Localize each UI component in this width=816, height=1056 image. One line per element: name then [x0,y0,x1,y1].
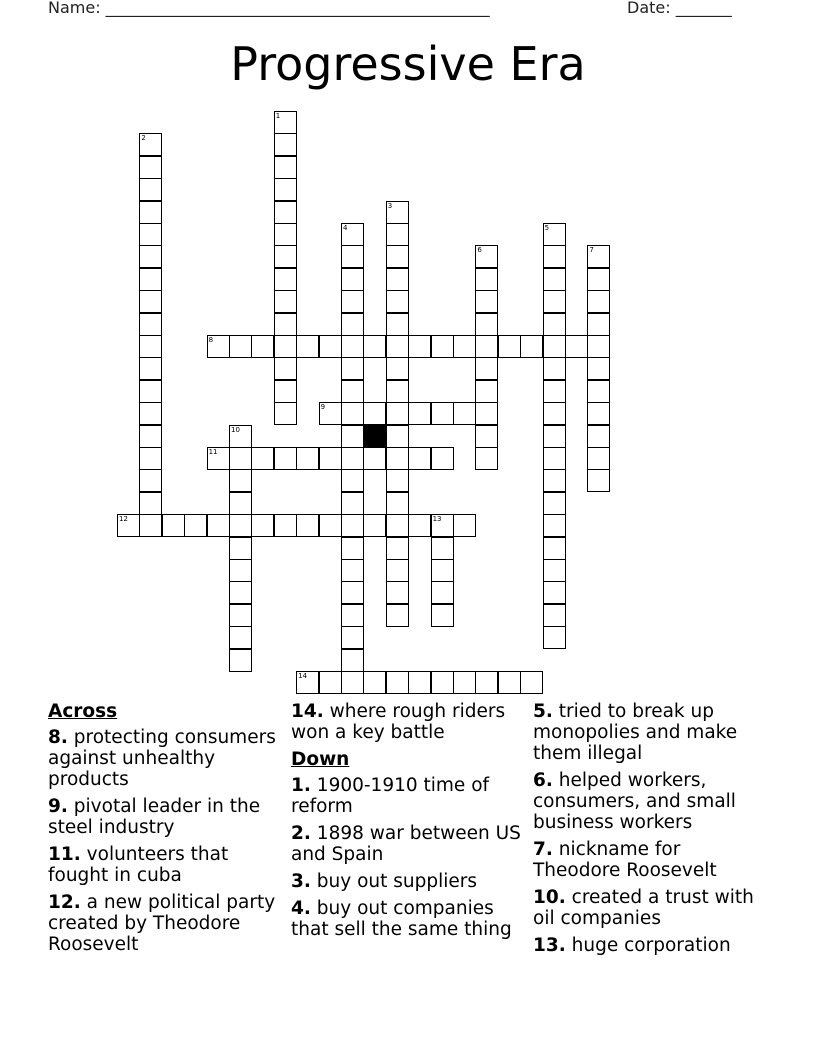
grid-cell[interactable] [453,671,476,694]
grid-cell[interactable] [543,290,566,313]
clue-number: 2. [291,823,311,844]
clue-number: 12. [48,892,81,913]
clue-number-label: 3 [387,201,393,210]
grid-cell[interactable] [543,514,566,537]
clue-text: tried to break up monopolies and make them illegal [533,701,738,764]
grid-cell[interactable] [341,223,364,246]
grid-cell[interactable] [386,201,409,224]
grid-cell[interactable] [139,245,162,268]
grid-cell[interactable] [386,290,409,313]
grid-cell[interactable] [475,290,498,313]
grid-cell[interactable] [229,649,252,672]
grid-cell[interactable] [543,537,566,560]
clue-across-8 [48,727,288,790]
grid-cell[interactable] [475,380,498,403]
grid-cell[interactable] [587,380,610,403]
grid-cell[interactable] [319,514,342,537]
grid-cell[interactable] [431,335,454,358]
clue-text: helped workers, consumers, and small business workers [533,770,736,833]
grid-cell[interactable] [475,671,498,694]
grid-cell[interactable] [139,357,162,380]
grid-cell[interactable] [363,671,386,694]
grid-cell[interactable] [319,671,342,694]
grid-cell[interactable] [274,290,297,313]
clue-number: 4. [291,898,311,919]
grid-cell[interactable] [475,268,498,291]
grid-cell[interactable] [296,514,319,537]
grid-cell[interactable] [139,178,162,201]
grid-cell[interactable] [408,671,431,694]
grid-cell[interactable] [498,335,521,358]
clue-text: pivotal leader in the steel industry [48,796,261,838]
grid-cell[interactable] [386,447,409,470]
grid-cell[interactable] [386,313,409,336]
clue-across-12 [48,892,288,955]
grid-cell[interactable] [251,514,274,537]
grid-cell[interactable] [341,245,364,268]
grid-cell[interactable] [453,514,476,537]
grid-cell[interactable] [251,335,274,358]
grid-cell[interactable] [341,581,364,604]
grid-cell[interactable] [139,447,162,470]
grid-cell[interactable] [139,133,162,156]
grid-cell[interactable] [543,357,566,380]
grid-cell[interactable] [431,581,454,604]
grid-cell[interactable] [274,447,297,470]
grid-cell[interactable] [587,245,610,268]
clue-column-1 [48,701,288,961]
clue-text: nickname for Theodore Roosevelt [533,839,717,881]
grid-cell[interactable] [543,581,566,604]
grid-cell[interactable] [587,402,610,425]
grid-cell[interactable] [139,514,162,537]
grid-cell[interactable] [274,245,297,268]
grid-cell[interactable] [386,604,409,627]
grid-cell[interactable] [431,514,454,537]
grid-cell[interactable] [475,245,498,268]
grid-cell[interactable] [296,447,319,470]
grid-cell[interactable] [274,156,297,179]
grid-cell[interactable] [341,492,364,515]
grid-cell[interactable] [386,492,409,515]
grid-cell[interactable] [341,671,364,694]
grid-cell[interactable] [543,402,566,425]
grid-cell[interactable] [207,335,230,358]
clue-number: 6. [533,770,553,791]
grid-cell[interactable] [274,133,297,156]
clue-text: huge corporation [571,935,731,956]
grid-cell[interactable] [341,290,364,313]
grid-cell[interactable] [139,335,162,358]
grid-cell[interactable] [274,201,297,224]
grid-cell[interactable] [363,402,386,425]
grid-cell[interactable] [520,335,543,358]
grid-cell[interactable] [543,268,566,291]
page-title: Progressive Era [230,37,586,91]
clue-number-label: 6 [477,246,482,255]
clue-down-10 [533,887,773,929]
grid-cell[interactable] [319,447,342,470]
grid-cell[interactable] [341,268,364,291]
clue-down-2 [291,823,531,865]
grid-cell[interactable] [341,604,364,627]
date-field[interactable]: Date: _______ [627,0,732,17]
grid-cell[interactable] [587,447,610,470]
grid-cell[interactable] [251,447,274,470]
clue-down-4 [291,898,531,940]
clue-text: 1900-1910 time of reform [291,775,490,817]
grid-cell[interactable] [543,492,566,515]
clue-across-11 [48,844,288,886]
grid-cell[interactable] [386,581,409,604]
clue-number-label: 2 [141,134,146,143]
grid-cell[interactable] [139,156,162,179]
grid-cell[interactable] [274,178,297,201]
grid-cell[interactable] [207,447,230,470]
grid-cell[interactable] [229,604,252,627]
grid-cell[interactable] [543,604,566,627]
clue-number: 9. [48,796,68,817]
grid-cell[interactable] [386,380,409,403]
grid-cell[interactable] [229,425,252,448]
clue-number-label: 11 [208,448,218,456]
clue-text: buy out companies that sell the same thing [291,898,512,940]
clue-down-13 [533,935,773,956]
grid-cell[interactable] [543,425,566,448]
clue-text: protecting consumers against unhealthy products [48,727,276,790]
grid-cell[interactable] [184,514,207,537]
grid-cell[interactable] [274,313,297,336]
clue-down-3 [291,871,531,892]
grid-cell[interactable] [341,380,364,403]
grid-cell[interactable] [587,313,610,336]
grid-cell[interactable] [341,649,364,672]
clue-number: 3. [291,871,311,892]
clue-number: 10. [533,887,566,908]
grid-cell[interactable] [363,514,386,537]
grid-cell[interactable] [341,626,364,649]
grid-cell[interactable] [139,469,162,492]
down-heading: Down [291,749,350,770]
grid-cell[interactable] [274,268,297,291]
clue-number-label: 8 [208,336,214,344]
grid-cell[interactable] [386,223,409,246]
grid-cell[interactable] [543,626,566,649]
grid-cell[interactable] [431,402,454,425]
black-cell [363,425,386,448]
grid-cell[interactable] [431,447,454,470]
grid-cell[interactable] [520,671,543,694]
grid-cell[interactable] [386,402,409,425]
grid-cell[interactable] [341,559,364,582]
grid-cell[interactable] [565,335,588,358]
grid-cell[interactable] [498,671,521,694]
clue-text: 1898 war between US and Spain [291,823,521,865]
grid-cell[interactable] [475,335,498,358]
grid-cell[interactable] [431,537,454,560]
grid-cell[interactable] [341,469,364,492]
clue-down-7 [533,839,773,881]
grid-cell[interactable] [274,335,297,358]
grid-cell[interactable] [587,425,610,448]
grid-cell[interactable] [162,514,185,537]
grid-cell[interactable] [431,559,454,582]
clue-column-3 [533,701,773,962]
grid-cell[interactable] [341,537,364,560]
grid-cell[interactable] [386,469,409,492]
grid-cell[interactable] [139,268,162,291]
grid-cell[interactable] [475,402,498,425]
grid-cell[interactable] [587,290,610,313]
clue-number: 13. [533,935,566,956]
grid-cell[interactable] [274,357,297,380]
grid-cell[interactable] [229,626,252,649]
grid-cell[interactable] [139,402,162,425]
grid-cell[interactable] [386,245,409,268]
grid-cell[interactable] [319,335,342,358]
grid-cell[interactable] [296,335,319,358]
grid-cell[interactable] [475,313,498,336]
clue-down-5 [533,701,773,764]
grid-cell[interactable] [229,537,252,560]
grid-cell[interactable] [139,425,162,448]
grid-cell[interactable] [363,335,386,358]
grid-cell[interactable] [587,469,610,492]
grid-cell[interactable] [543,223,566,246]
clue-number: 8. [48,727,68,748]
grid-cell[interactable] [408,447,431,470]
grid-cell[interactable] [386,268,409,291]
grid-cell[interactable] [543,469,566,492]
grid-cell[interactable] [341,447,364,470]
grid-cell[interactable] [229,581,252,604]
grid-cell[interactable] [408,514,431,537]
clue-number-label: 5 [544,224,550,232]
grid-cell[interactable] [139,290,162,313]
grid-cell[interactable] [139,492,162,515]
grid-cell[interactable] [296,671,319,694]
grid-cell[interactable] [475,357,498,380]
clue-number-label: 13 [432,515,442,524]
grid-cell[interactable] [139,201,162,224]
clue-text: where rough riders won a key battle [291,701,506,743]
grid-cell[interactable] [386,335,409,358]
grid-cell[interactable] [543,335,566,358]
grid-cell[interactable] [431,671,454,694]
grid-cell[interactable] [229,559,252,582]
clue-number-label: 4 [343,224,348,232]
grid-cell[interactable] [341,425,364,448]
grid-cell[interactable] [229,514,252,537]
clue-text: created a trust with oil companies [533,887,754,929]
clue-number: 14. [291,701,324,722]
grid-cell[interactable] [229,492,252,515]
grid-cell[interactable] [341,335,364,358]
grid-cell[interactable] [139,380,162,403]
grid-cell[interactable] [274,111,297,134]
grid-cell[interactable] [453,402,476,425]
clue-number: 7. [533,839,553,860]
grid-cell[interactable] [543,380,566,403]
grid-cell[interactable] [408,335,431,358]
grid-cell[interactable] [363,447,386,470]
grid-cell[interactable] [386,514,409,537]
grid-cell[interactable] [341,357,364,380]
name-field[interactable]: Name: ________________________________________________ [48,0,490,17]
grid-cell[interactable] [207,514,230,537]
grid-cell[interactable] [543,559,566,582]
clue-number-label: 10 [231,425,240,434]
grid-cell[interactable] [117,514,140,537]
clue-number: 11. [48,844,81,865]
grid-cell[interactable] [475,447,498,470]
grid-cell[interactable] [587,335,610,358]
grid-cell[interactable] [386,671,409,694]
grid-cell[interactable] [408,402,431,425]
clue-text: buy out suppliers [316,871,478,892]
grid-cell[interactable] [431,604,454,627]
grid-cell[interactable] [386,537,409,560]
clue-number-label: 1 [275,112,281,120]
clue-number-label: 9 [320,403,326,412]
clue-column-2 [291,701,531,946]
grid-cell[interactable] [229,469,252,492]
grid-cell[interactable] [386,559,409,582]
grid-cell[interactable] [453,335,476,358]
grid-cell[interactable] [386,425,409,448]
clue-down-6 [533,770,773,833]
grid-cell[interactable] [475,425,498,448]
grid-cell[interactable] [341,514,364,537]
grid-cell[interactable] [319,402,342,425]
clue-down-1 [291,775,531,817]
clue-text: volunteers that fought in cuba [48,844,229,886]
grid-cell[interactable] [543,447,566,470]
grid-cell[interactable] [543,313,566,336]
grid-cell[interactable] [229,447,252,470]
grid-cell[interactable] [274,514,297,537]
clue-number-label: 7 [589,246,594,255]
grid-cell[interactable] [274,380,297,403]
clue-text: a new political party created by Theodore Roosevelt [48,892,276,955]
grid-cell[interactable] [139,313,162,336]
grid-cell[interactable] [229,335,252,358]
clue-number: 5. [533,701,553,722]
grid-cell[interactable] [139,223,162,246]
clue-number: 1. [291,775,311,796]
grid-cell[interactable] [274,402,297,425]
grid-cell[interactable] [543,245,566,268]
clue-number-label: 14 [298,672,308,680]
grid-cell[interactable] [386,357,409,380]
grid-cell[interactable] [341,313,364,336]
clue-across-9 [48,796,288,838]
across-heading: Across [48,701,118,722]
grid-cell[interactable] [274,223,297,246]
grid-cell[interactable] [341,402,364,425]
clue-number-label: 12 [119,515,128,524]
clue-across-14 [291,701,531,743]
grid-cell[interactable] [587,268,610,291]
grid-cell[interactable] [587,357,610,380]
